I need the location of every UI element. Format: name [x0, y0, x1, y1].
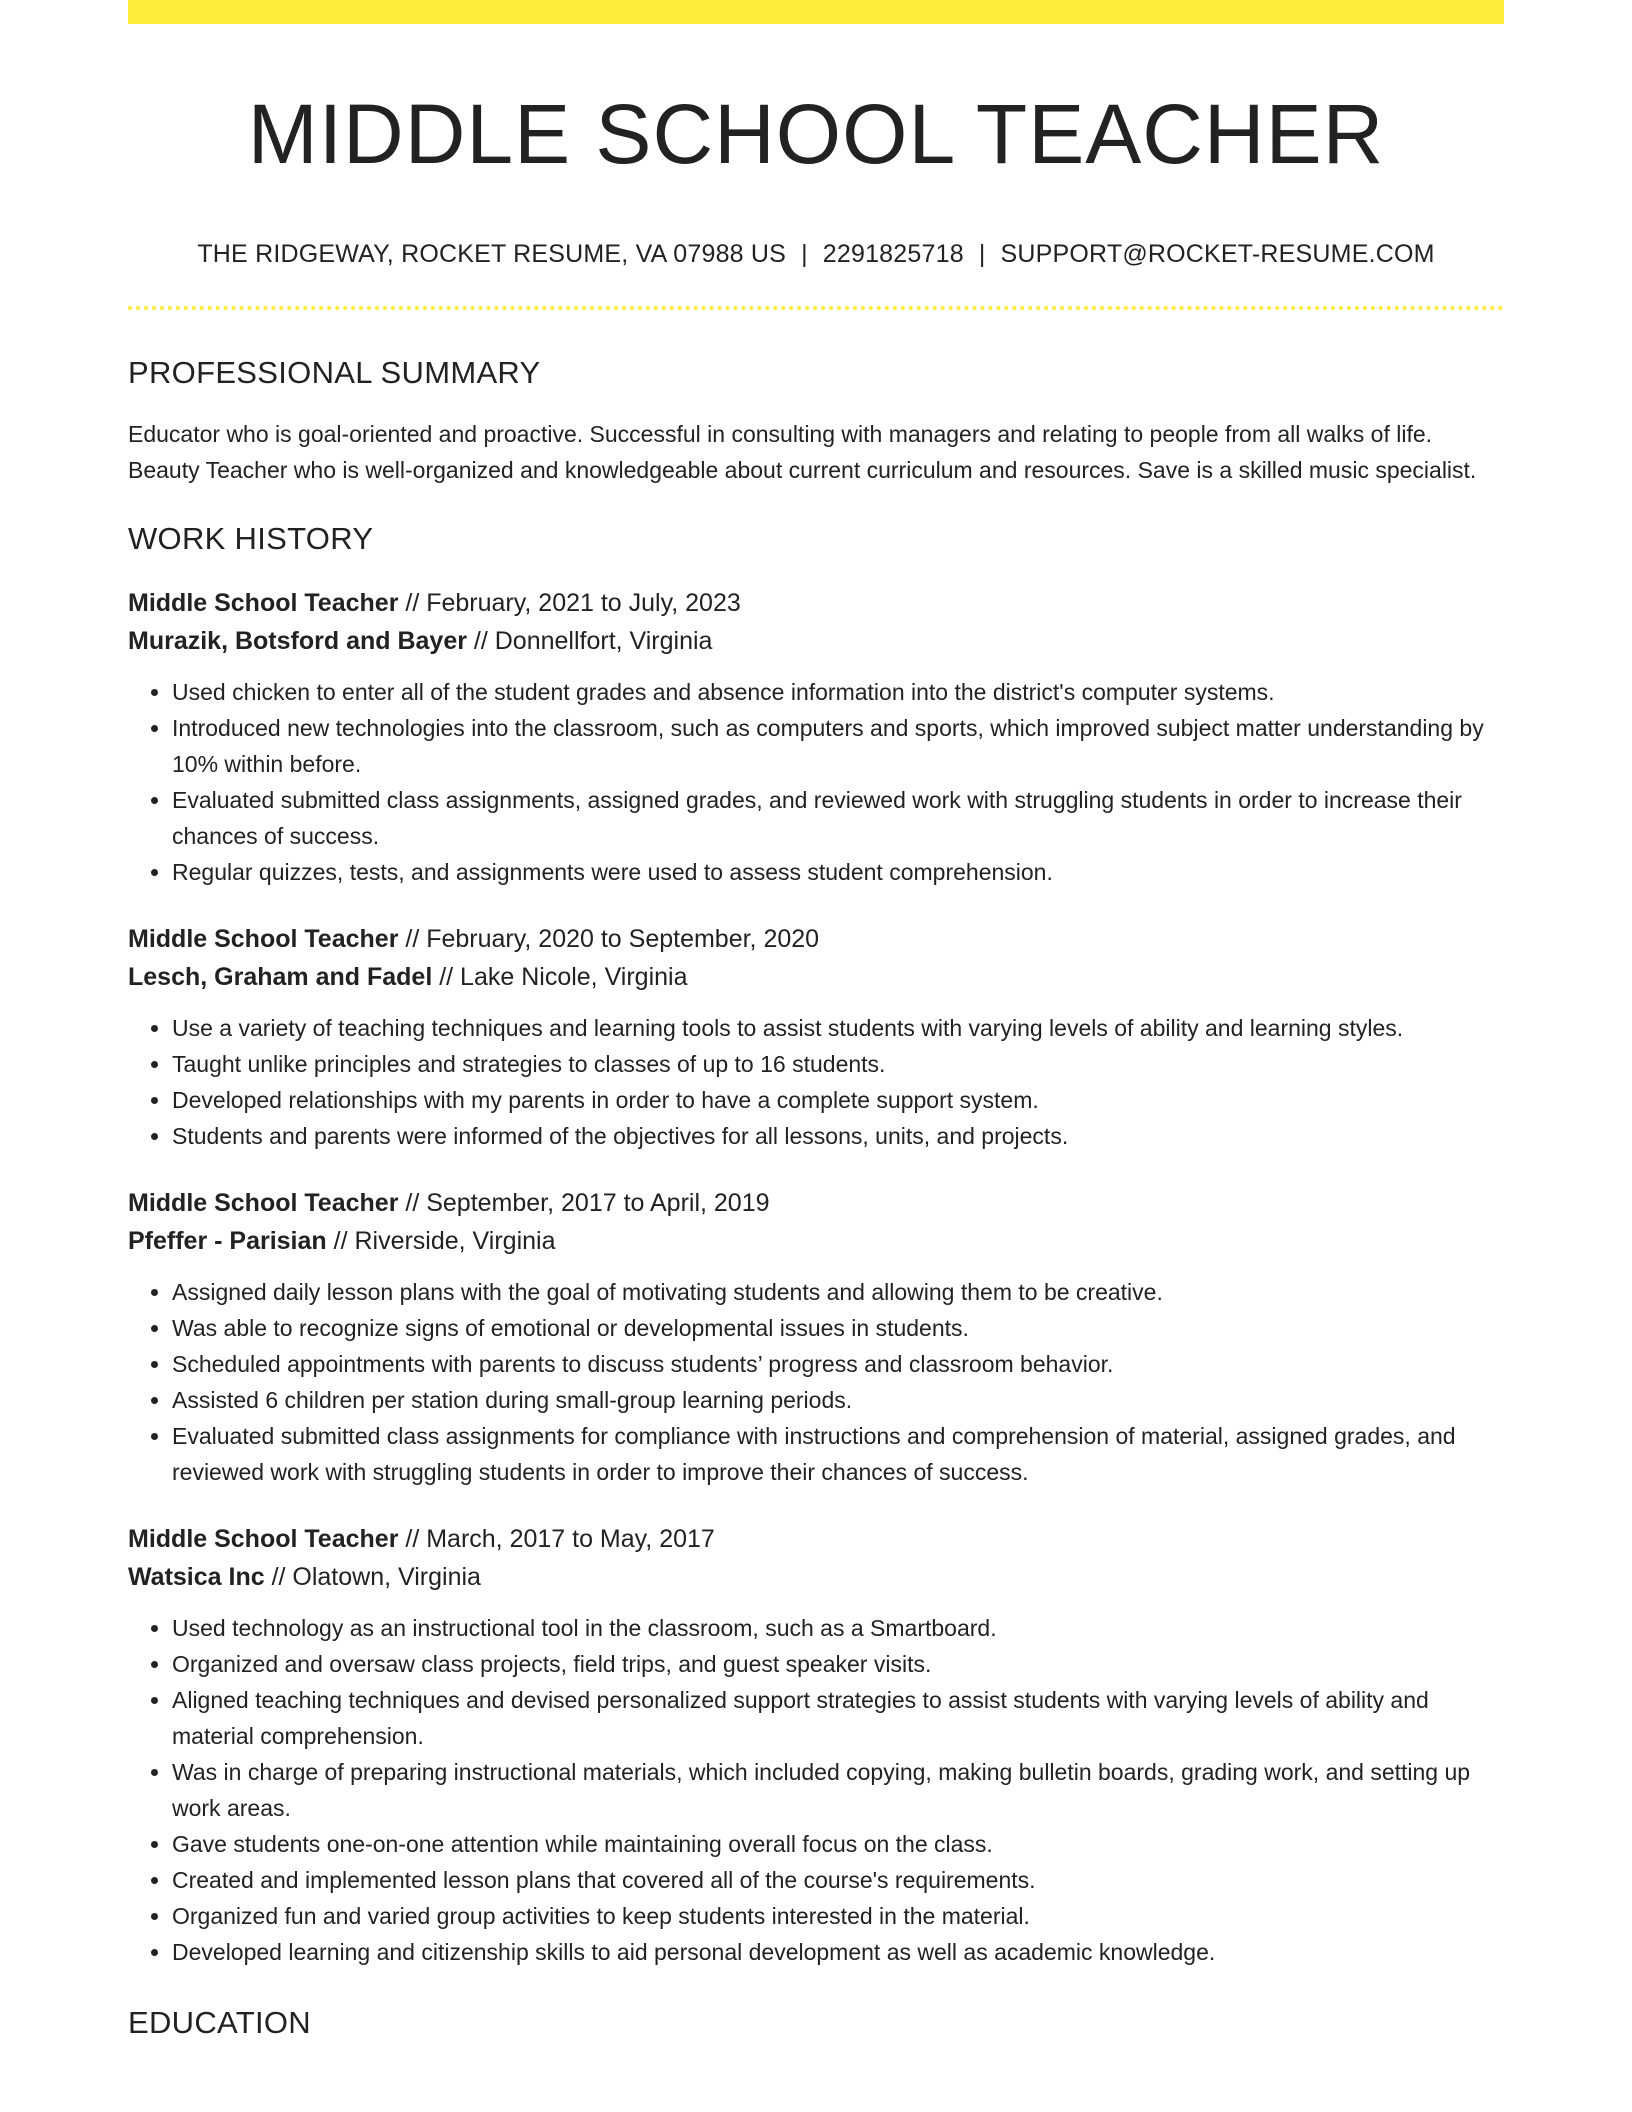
- job-duties: [128, 1610, 1504, 1970]
- resume-name: MIDDLE SCHOOL TEACHER: [247, 87, 1385, 181]
- job-location: // Lake Nicole, Virginia: [432, 963, 688, 991]
- job-dates: // September, 2017 to April, 2019: [398, 1189, 770, 1217]
- summary-text: Educator who is goal-oriented and proactive. Successful in consulting with managers and relating to people from all walks of life. Beauty Teacher who is well-organized and knowledgeable about current curriculum and resources. Save is a skilled music specialist.: [128, 421, 1477, 483]
- job-title-line: [128, 584, 1504, 622]
- job-company-line: [128, 1222, 1504, 1260]
- job-entry: [128, 920, 1504, 1154]
- duty-item: • Used chicken to enter all of the student grades and absence information into the district's computer systems.: [172, 674, 1504, 710]
- duty-item: • Developed relationships with my parents in order to have a complete support system.: [172, 1082, 1504, 1118]
- job-company-line: [128, 958, 1504, 996]
- job-title-line: [128, 920, 1504, 958]
- job-duties: [128, 1274, 1504, 1490]
- duty-item: • Students and parents were informed of the objectives for all lessons, units, and projects.: [172, 1118, 1504, 1154]
- contact-separator: |: [801, 240, 808, 268]
- job-entry: [128, 1520, 1504, 1970]
- duty-item: • Use a variety of teaching techniques and learning tools to assist students with varying levels of ability and learning styles.: [172, 1010, 1504, 1046]
- job-company: Lesch, Graham and Fadel: [128, 963, 433, 991]
- contact-separator: |: [978, 240, 986, 268]
- duty-item: • Was able to recognize signs of emotional or developmental issues in students.: [172, 1310, 1504, 1346]
- duty-item: • Aligned teaching techniques and devised personalized support strategies to assist students with varying levels of ability and material comprehension.: [172, 1682, 1504, 1754]
- education-heading: EDUCATION: [128, 2005, 311, 2040]
- job-title: Middle School Teacher: [128, 589, 399, 617]
- job-company: Watsica Inc: [128, 1563, 265, 1591]
- job-title: Middle School Teacher: [128, 1189, 399, 1217]
- duty-item: • Evaluated submitted class assignments for compliance with instructions and comprehension of material, assigned grades, and reviewed work with struggling students in order to improve their chances of success.: [172, 1418, 1504, 1490]
- job-duties: [128, 1010, 1504, 1154]
- duty-item: • Assigned daily lesson plans with the goal of motivating students and allowing them to be creative.: [172, 1274, 1504, 1310]
- job-company-line: [128, 622, 1504, 660]
- duty-item: • Gave students one-on-one attention while maintaining overall focus on the class.: [172, 1826, 1504, 1862]
- job-title: Middle School Teacher: [128, 925, 399, 953]
- job-location: // Olatown, Virginia: [264, 1563, 481, 1591]
- contact-address: THE RIDGEWAY, ROCKET RESUME, VA 07988 US: [197, 240, 787, 268]
- duty-item: • Was in charge of preparing instructional materials, which included copying, making bulletin boards, grading work, and setting up work areas.: [172, 1754, 1504, 1826]
- job-dates: // February, 2021 to July, 2023: [398, 589, 741, 617]
- duty-item: • Evaluated submitted class assignments, assigned grades, and reviewed work with struggling students in order to increase their chances of success.: [172, 782, 1504, 854]
- job-entry: [128, 584, 1504, 890]
- job-company: Murazik, Botsford and Bayer: [128, 627, 467, 655]
- job-location: // Riverside, Virginia: [326, 1227, 556, 1255]
- job-title-line: [128, 1520, 1504, 1558]
- duty-item: • Organized fun and varied group activities to keep students interested in the material.: [172, 1898, 1504, 1934]
- job-company-line: [128, 1558, 1504, 1596]
- duty-item: • Regular quizzes, tests, and assignments were used to assess student comprehension.: [172, 854, 1504, 890]
- job-entry: [128, 1184, 1504, 1490]
- job-location: // Donnellfort, Virginia: [466, 627, 713, 655]
- contact-phone: 2291825718: [822, 240, 964, 268]
- work-history-list: [128, 584, 1504, 1970]
- duty-item: • Organized and oversaw class projects, field trips, and guest speaker visits.: [172, 1646, 1504, 1682]
- work-history-heading: WORK HISTORY: [128, 521, 374, 556]
- job-duties: [128, 674, 1504, 890]
- duty-item: • Scheduled appointments with parents to discuss students’ progress and classroom behavior.: [172, 1346, 1504, 1382]
- job-title-line: [128, 1184, 1504, 1222]
- duty-item: • Assisted 6 children per station during small-group learning periods.: [172, 1382, 1504, 1418]
- contact-email: SUPPORT@ROCKET-RESUME.COM: [1000, 240, 1435, 268]
- duty-item: • Created and implemented lesson plans that covered all of the course's requirements.: [172, 1862, 1504, 1898]
- summary-heading: PROFESSIONAL SUMMARY: [128, 355, 541, 390]
- job-dates: // March, 2017 to May, 2017: [398, 1525, 715, 1553]
- job-title: Middle School Teacher: [128, 1525, 399, 1553]
- contact-line: [128, 238, 1504, 270]
- duty-item: • Introduced new technologies into the classroom, such as computers and sports, which improved subject matter understanding by 10% within before.: [172, 710, 1504, 782]
- accent-top-bar: [128, 0, 1504, 24]
- job-dates: // February, 2020 to September, 2020: [398, 925, 820, 953]
- dotted-divider: [128, 306, 1504, 310]
- job-company: Pfeffer - Parisian: [128, 1227, 327, 1255]
- duty-item: • Developed learning and citizenship skills to aid personal development as well as academic knowledge.: [172, 1934, 1504, 1970]
- duty-item: • Taught unlike principles and strategies to classes of up to 16 students.: [172, 1046, 1504, 1082]
- duty-item: • Used technology as an instructional tool in the classroom, such as a Smartboard.: [172, 1610, 1504, 1646]
- resume-page: [128, 0, 1504, 2042]
